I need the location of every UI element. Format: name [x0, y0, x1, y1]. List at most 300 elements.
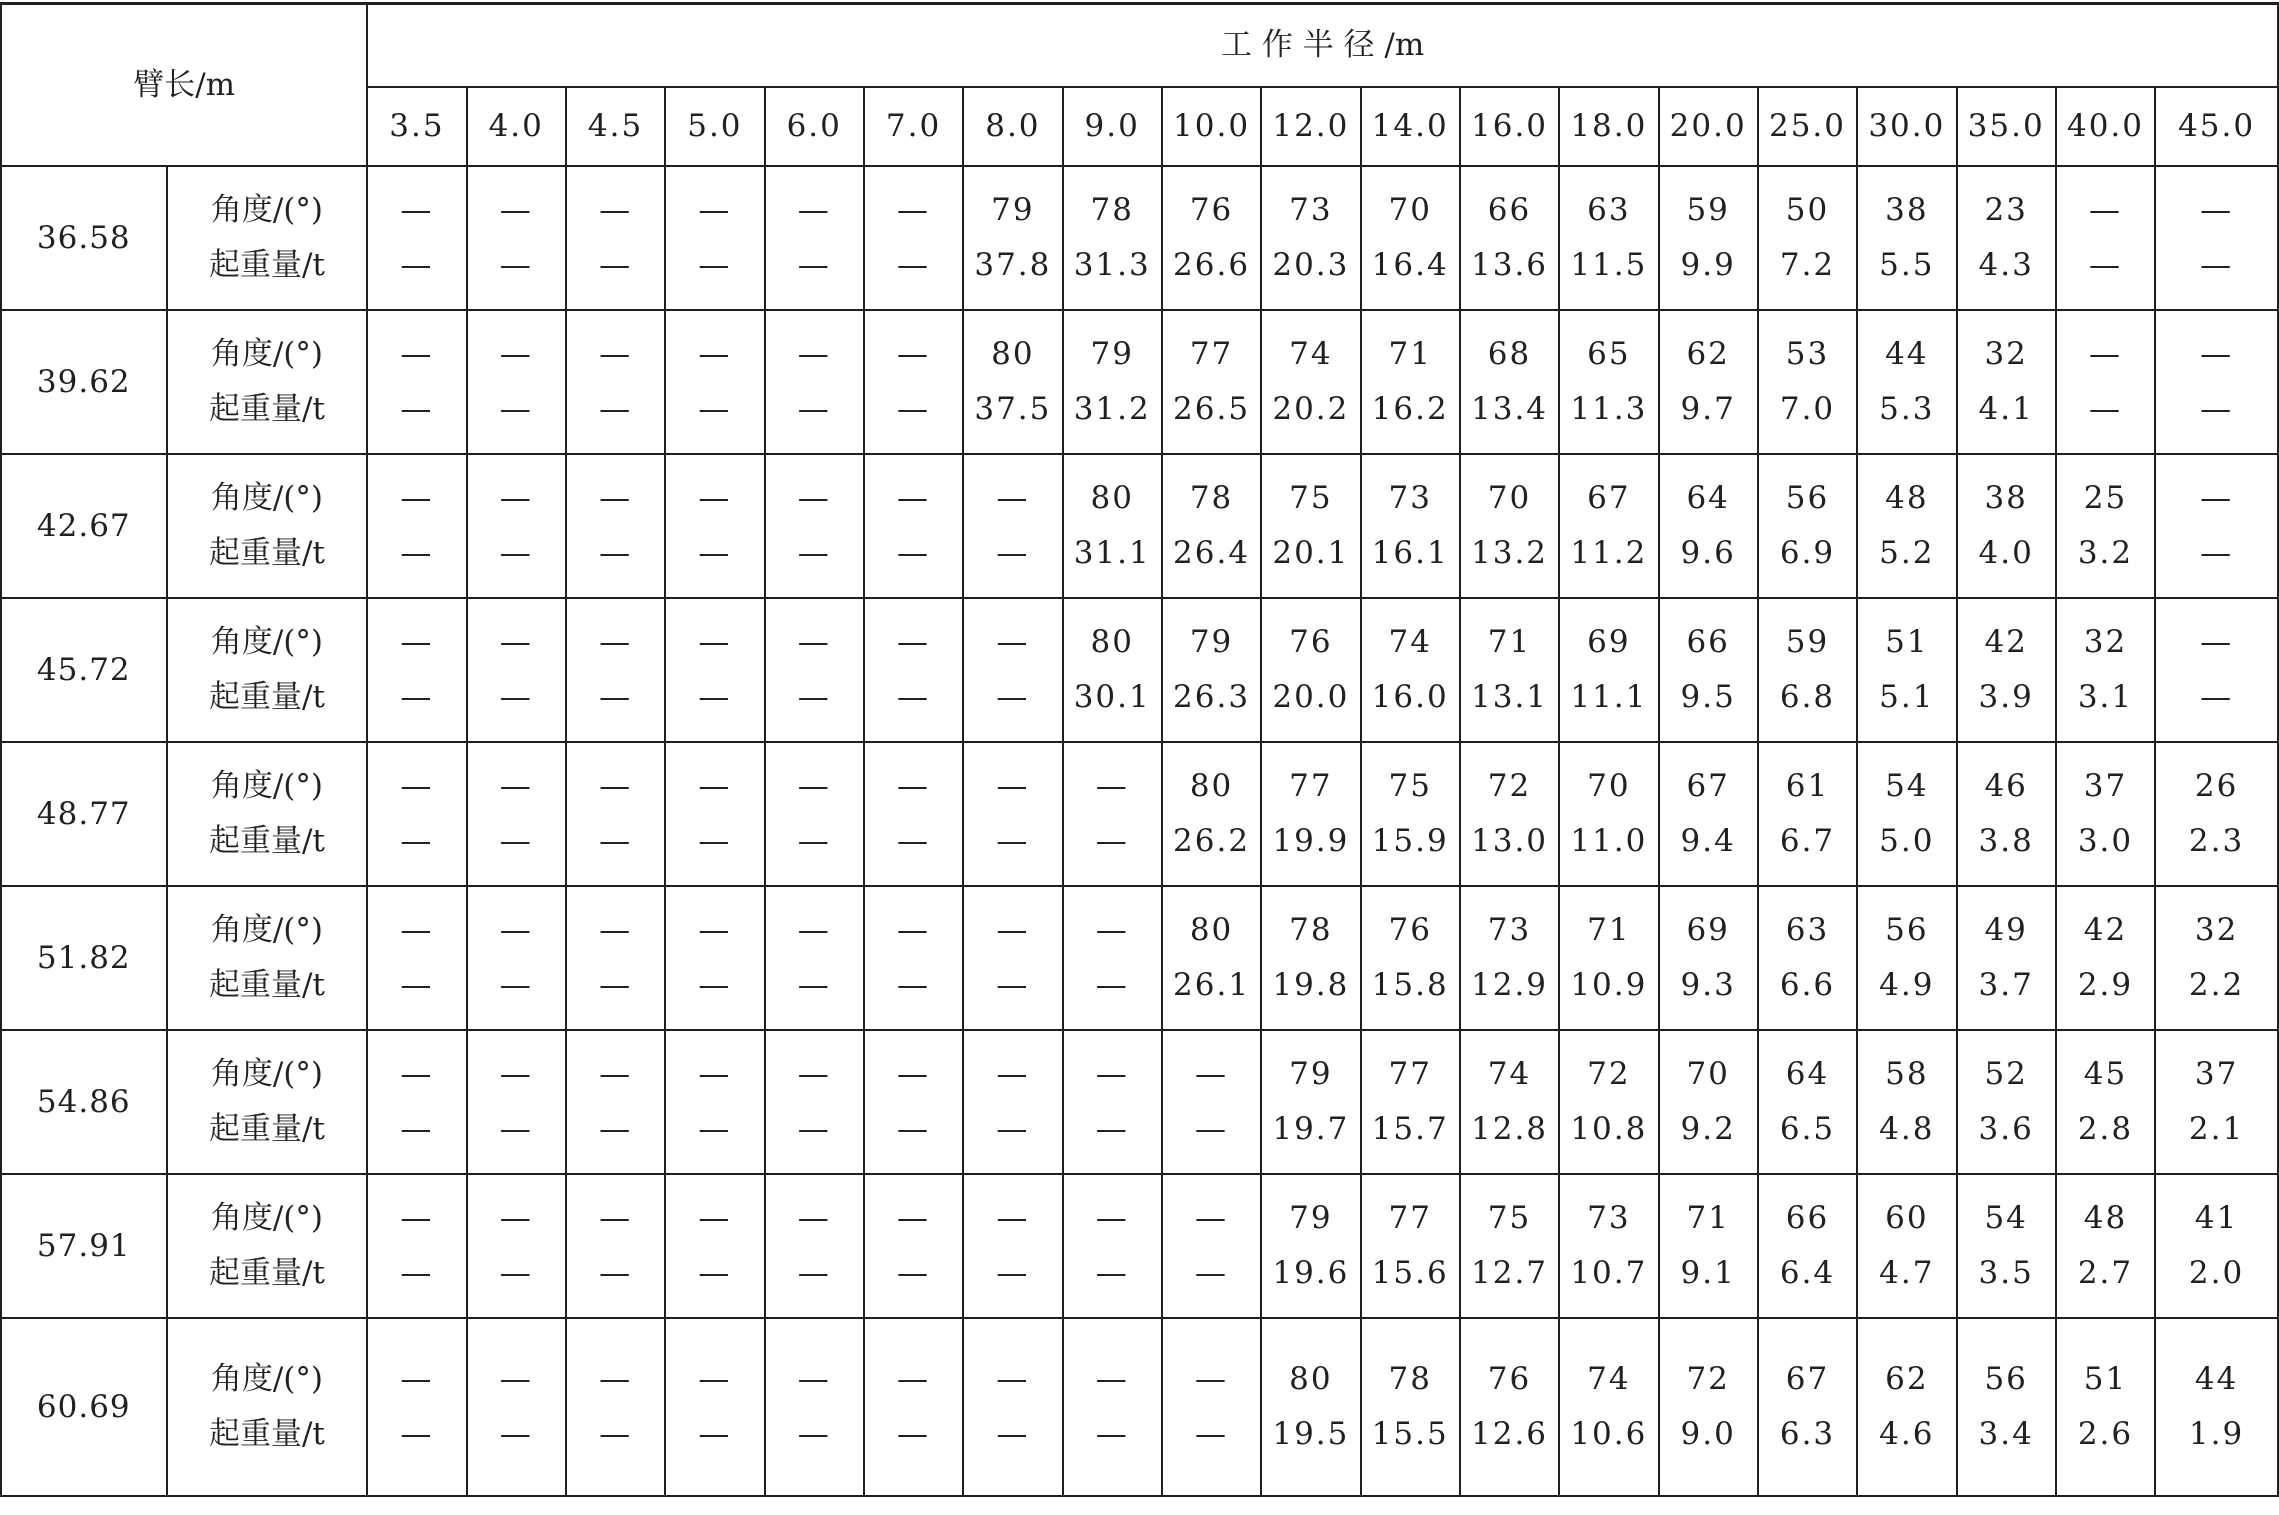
- angle-value: —: [897, 768, 931, 804]
- load-value: —: [2088, 391, 2122, 427]
- angle-value: 76: [1487, 1361, 1532, 1397]
- value-cell: [2155, 886, 2278, 1030]
- value-cell: [765, 1318, 864, 1496]
- value-cell: [1162, 454, 1261, 598]
- load-value: 4.7: [1879, 1255, 1935, 1291]
- load-value: 12.9: [1471, 967, 1549, 1003]
- load-value: 10.6: [1570, 1416, 1648, 1452]
- load-value: 15.7: [1371, 1111, 1449, 1147]
- load-value: 3.0: [2077, 823, 2134, 859]
- angle-value: 41: [2194, 1200, 2239, 1236]
- value-cell: [1659, 598, 1758, 742]
- value-cell: [367, 454, 466, 598]
- angle-value: 56: [1984, 1361, 2028, 1397]
- load-value: —: [2200, 679, 2234, 715]
- radius-value-header: 35.0: [1957, 87, 2056, 166]
- load-value: —: [1095, 1416, 1129, 1452]
- value-cell: [1460, 1318, 1559, 1496]
- load-value: —: [2200, 391, 2234, 427]
- load-value: —: [996, 1416, 1030, 1452]
- angle-value: 32: [2083, 624, 2128, 660]
- load-value: 7.2: [1779, 247, 1836, 283]
- load-value: —: [996, 679, 1030, 715]
- load-value: 2.1: [2188, 1111, 2245, 1147]
- angle-label: 角度/(°): [210, 624, 323, 660]
- value-cell: [1063, 742, 1162, 886]
- load-value: 30.1: [1073, 679, 1151, 715]
- angle-value: —: [1095, 1361, 1129, 1397]
- boom-length-row: [1, 1318, 2278, 1496]
- angle-value: 80: [1189, 768, 1234, 804]
- angle-value: 38: [1984, 480, 2028, 516]
- load-value: —: [797, 1111, 831, 1147]
- angle-value: 74: [1587, 1361, 1631, 1397]
- angle-value: 75: [1289, 480, 1333, 516]
- value-cell: [467, 166, 566, 310]
- load-value: —: [996, 967, 1030, 1003]
- value-cell: [1162, 742, 1261, 886]
- load-value: —: [797, 535, 831, 571]
- angle-value: 37: [2083, 768, 2128, 804]
- load-value: 12.7: [1471, 1255, 1549, 1291]
- value-cell: [1162, 166, 1261, 310]
- radius-value-header: 6.0: [765, 87, 864, 166]
- load-value: —: [797, 967, 831, 1003]
- value-cell: [1162, 598, 1261, 742]
- load-value: 2.9: [2077, 967, 2134, 1003]
- boom-length-header: 臂长/m: [1, 4, 367, 167]
- angle-value: —: [499, 1200, 533, 1236]
- angle-label: 角度/(°): [210, 192, 323, 228]
- angle-value: —: [599, 768, 633, 804]
- value-cell: [467, 742, 566, 886]
- value-cell: [963, 1030, 1062, 1174]
- angle-value: —: [797, 1361, 831, 1397]
- angle-value: 67: [1785, 1361, 1830, 1397]
- angle-value: 71: [1388, 336, 1432, 372]
- radius-value-header: 8.0: [963, 87, 1062, 166]
- load-value: —: [599, 391, 633, 427]
- load-value: 1.9: [2188, 1416, 2245, 1452]
- load-value: 26.4: [1173, 535, 1251, 571]
- load-value: 15.9: [1371, 823, 1449, 859]
- radius-value-header: 20.0: [1659, 87, 1758, 166]
- load-value: 19.5: [1272, 1416, 1350, 1452]
- load-value: —: [897, 1255, 931, 1291]
- angle-value: —: [400, 768, 434, 804]
- load-value: 3.4: [1978, 1416, 2034, 1452]
- value-cell: [864, 1318, 963, 1496]
- value-cell: [566, 166, 665, 310]
- load-label: 起重量/t: [208, 1111, 325, 1147]
- load-value: 12.8: [1471, 1111, 1549, 1147]
- value-cell: [1559, 1174, 1658, 1318]
- angle-value: 48: [2083, 1200, 2128, 1236]
- angle-value: 42: [1984, 624, 2028, 660]
- load-value: —: [897, 1416, 931, 1452]
- boom-length-cell: 60.69: [1, 1318, 167, 1496]
- load-value: 12.6: [1471, 1416, 1549, 1452]
- angle-value: —: [2200, 624, 2234, 660]
- angle-value: —: [599, 912, 633, 948]
- load-value: —: [797, 247, 831, 283]
- row-label-cell: [167, 1030, 368, 1174]
- load-value: —: [1095, 1255, 1129, 1291]
- value-cell: [566, 454, 665, 598]
- load-value: 31.2: [1073, 391, 1151, 427]
- load-value: —: [698, 391, 732, 427]
- angle-value: —: [897, 912, 931, 948]
- value-cell: [963, 454, 1062, 598]
- angle-value: 65: [1587, 336, 1631, 372]
- angle-label: 角度/(°): [210, 1361, 323, 1397]
- value-cell: [864, 310, 963, 454]
- angle-value: 48: [1885, 480, 1929, 516]
- load-value: —: [400, 1416, 434, 1452]
- radius-value-header: 4.5: [566, 87, 665, 166]
- angle-value: —: [499, 1056, 533, 1092]
- angle-value: 26: [2194, 768, 2239, 804]
- load-value: —: [897, 1111, 931, 1147]
- angle-value: 64: [1785, 1056, 1830, 1092]
- angle-value: 76: [1189, 192, 1234, 228]
- load-value: 6.5: [1779, 1111, 1836, 1147]
- row-label-cell: [167, 454, 368, 598]
- angle-value: —: [400, 480, 434, 516]
- angle-value: —: [400, 336, 434, 372]
- load-value: 2.7: [2077, 1255, 2134, 1291]
- value-cell: [1162, 886, 1261, 1030]
- boom-length-row: [1, 166, 2278, 310]
- value-cell: [1063, 1030, 1162, 1174]
- load-value: —: [400, 1111, 434, 1147]
- load-value: 16.2: [1371, 391, 1449, 427]
- value-cell: [963, 310, 1062, 454]
- load-value: 6.3: [1779, 1416, 1836, 1452]
- angle-value: —: [599, 480, 633, 516]
- angle-value: 32: [1984, 336, 2028, 372]
- angle-value: —: [499, 336, 533, 372]
- row-label-cell: [167, 1318, 368, 1496]
- value-cell: [1857, 598, 1956, 742]
- value-cell: [1758, 1318, 1857, 1496]
- angle-value: 76: [1388, 912, 1432, 948]
- load-value: 6.4: [1779, 1255, 1836, 1291]
- angle-value: —: [599, 1361, 633, 1397]
- angle-value: —: [996, 1200, 1030, 1236]
- value-cell: [2155, 1318, 2278, 1496]
- load-value: —: [599, 823, 633, 859]
- load-value: —: [599, 1111, 633, 1147]
- angle-value: —: [400, 912, 434, 948]
- radius-value-header: 10.0: [1162, 87, 1261, 166]
- load-value: 19.7: [1272, 1111, 1350, 1147]
- load-value: 10.8: [1570, 1111, 1648, 1147]
- load-value: 13.0: [1471, 823, 1549, 859]
- load-label: 起重量/t: [208, 1416, 325, 1452]
- load-value: —: [698, 247, 732, 283]
- load-value: —: [2200, 247, 2234, 283]
- value-cell: [1857, 310, 1956, 454]
- load-value: 7.0: [1779, 391, 1836, 427]
- value-cell: [2056, 1174, 2155, 1318]
- angle-value: 76: [1289, 624, 1333, 660]
- value-cell: [1857, 1318, 1956, 1496]
- load-value: 4.9: [1879, 967, 1935, 1003]
- value-cell: [963, 742, 1062, 886]
- value-cell: [963, 886, 1062, 1030]
- angle-value: 59: [1785, 624, 1830, 660]
- value-cell: [665, 310, 764, 454]
- angle-value: —: [996, 1361, 1030, 1397]
- working-radius-header: 工 作 半 径 /m: [367, 4, 2278, 88]
- angle-value: —: [897, 480, 931, 516]
- angle-value: 38: [1885, 192, 1929, 228]
- value-cell: [1361, 598, 1460, 742]
- angle-value: 77: [1388, 1056, 1432, 1092]
- load-value: 2.8: [2077, 1111, 2134, 1147]
- load-value: 15.8: [1371, 967, 1449, 1003]
- load-value: 2.6: [2077, 1416, 2134, 1452]
- angle-value: —: [897, 1056, 931, 1092]
- angle-value: —: [698, 480, 732, 516]
- angle-value: 54: [1885, 768, 1929, 804]
- value-cell: [367, 1030, 466, 1174]
- angle-value: 68: [1487, 336, 1532, 372]
- angle-value: 32: [2194, 912, 2239, 948]
- load-value: —: [400, 967, 434, 1003]
- angle-value: 78: [1289, 912, 1333, 948]
- angle-value: 66: [1785, 1200, 1830, 1236]
- angle-value: —: [897, 336, 931, 372]
- load-value: 3.7: [1978, 967, 2034, 1003]
- angle-value: —: [797, 336, 831, 372]
- load-label: 起重量/t: [208, 391, 325, 427]
- angle-value: 79: [1189, 624, 1234, 660]
- angle-value: 70: [1686, 1056, 1730, 1092]
- angle-value: 71: [1487, 624, 1532, 660]
- value-cell: [2155, 742, 2278, 886]
- load-value: —: [400, 535, 434, 571]
- value-cell: [1758, 886, 1857, 1030]
- value-cell: [467, 1318, 566, 1496]
- value-cell: [864, 742, 963, 886]
- angle-value: 25: [2083, 480, 2128, 516]
- value-cell: [1957, 454, 2056, 598]
- value-cell: [467, 1030, 566, 1174]
- value-cell: [765, 1030, 864, 1174]
- load-value: 16.0: [1371, 679, 1449, 715]
- load-value: —: [499, 823, 533, 859]
- value-cell: [2056, 454, 2155, 598]
- angle-value: 46: [1984, 768, 2028, 804]
- value-cell: [665, 1030, 764, 1174]
- value-cell: [1063, 166, 1162, 310]
- value-cell: [1361, 310, 1460, 454]
- row-label-cell: [167, 742, 368, 886]
- value-cell: [2155, 454, 2278, 598]
- angle-value: 66: [1487, 192, 1532, 228]
- angle-value: 70: [1388, 192, 1432, 228]
- load-value: —: [1095, 967, 1129, 1003]
- load-value: —: [797, 391, 831, 427]
- value-cell: [2056, 598, 2155, 742]
- angle-value: 79: [1289, 1200, 1333, 1236]
- angle-value: —: [797, 192, 831, 228]
- load-value: —: [599, 247, 633, 283]
- angle-value: —: [797, 480, 831, 516]
- row-label-cell: [167, 166, 368, 310]
- load-value: 3.6: [1978, 1111, 2034, 1147]
- radius-value-header: 14.0: [1361, 87, 1460, 166]
- load-value: 26.5: [1173, 391, 1251, 427]
- load-value: 26.6: [1173, 247, 1251, 283]
- angle-value: 67: [1686, 768, 1730, 804]
- value-cell: [1758, 1030, 1857, 1174]
- load-value: 9.1: [1680, 1255, 1736, 1291]
- load-value: —: [996, 1255, 1030, 1291]
- angle-value: 23: [1984, 192, 2028, 228]
- value-cell: [665, 454, 764, 598]
- angle-value: 80: [1090, 624, 1134, 660]
- value-cell: [765, 310, 864, 454]
- crane-load-table: [0, 2, 2279, 1497]
- load-value: 31.1: [1073, 535, 1151, 571]
- load-value: —: [797, 1255, 831, 1291]
- load-value: —: [400, 823, 434, 859]
- angle-label: 角度/(°): [210, 1056, 323, 1092]
- load-value: 4.3: [1978, 247, 2034, 283]
- value-cell: [963, 1318, 1062, 1496]
- value-cell: [1460, 742, 1559, 886]
- value-cell: [2155, 598, 2278, 742]
- value-cell: [665, 166, 764, 310]
- angle-value: 59: [1686, 192, 1730, 228]
- angle-value: —: [698, 624, 732, 660]
- radius-value-header: 3.5: [367, 87, 466, 166]
- load-value: —: [897, 967, 931, 1003]
- boom-length-row: [1, 1174, 2278, 1318]
- value-cell: [864, 454, 963, 598]
- load-value: —: [897, 679, 931, 715]
- angle-value: —: [698, 1200, 732, 1236]
- angle-value: —: [499, 1361, 533, 1397]
- load-value: 10.7: [1570, 1255, 1648, 1291]
- angle-value: —: [1095, 1056, 1129, 1092]
- radius-value-header: 45.0: [2155, 87, 2278, 166]
- value-cell: [566, 1030, 665, 1174]
- load-value: —: [499, 1111, 533, 1147]
- angle-value: 73: [1388, 480, 1432, 516]
- load-label: 起重量/t: [208, 967, 325, 1003]
- load-value: 9.4: [1680, 823, 1736, 859]
- value-cell: [467, 1174, 566, 1318]
- load-value: —: [1095, 823, 1129, 859]
- load-value: —: [400, 1255, 434, 1291]
- load-value: 19.6: [1272, 1255, 1350, 1291]
- angle-value: 67: [1587, 480, 1631, 516]
- angle-value: 80: [1289, 1361, 1333, 1397]
- value-cell: [1659, 1318, 1758, 1496]
- value-cell: [2155, 310, 2278, 454]
- value-cell: [1261, 1318, 1360, 1496]
- value-cell: [566, 1318, 665, 1496]
- value-cell: [963, 598, 1062, 742]
- load-value: 6.8: [1779, 679, 1836, 715]
- row-label-cell: [167, 310, 368, 454]
- value-cell: [1063, 310, 1162, 454]
- load-value: 19.8: [1272, 967, 1350, 1003]
- value-cell: [1361, 454, 1460, 598]
- value-cell: [367, 310, 466, 454]
- value-cell: [1559, 886, 1658, 1030]
- load-value: —: [400, 247, 434, 283]
- angle-value: 56: [1885, 912, 1929, 948]
- angle-value: —: [797, 1200, 831, 1236]
- angle-value: —: [2200, 192, 2234, 228]
- angle-value: 44: [2194, 1361, 2239, 1397]
- value-cell: [864, 598, 963, 742]
- value-cell: [1261, 886, 1360, 1030]
- value-cell: [1659, 1174, 1758, 1318]
- value-cell: [1659, 166, 1758, 310]
- angle-value: 72: [1587, 1056, 1631, 1092]
- load-value: —: [499, 1255, 533, 1291]
- load-value: 5.0: [1879, 823, 1935, 859]
- value-cell: [1659, 310, 1758, 454]
- value-cell: [2056, 1318, 2155, 1496]
- load-value: 11.0: [1570, 823, 1648, 859]
- angle-value: 52: [1984, 1056, 2028, 1092]
- load-value: 13.2: [1471, 535, 1549, 571]
- load-value: 11.1: [1570, 679, 1648, 715]
- value-cell: [1361, 1318, 1460, 1496]
- radius-value-header: 9.0: [1063, 87, 1162, 166]
- load-value: —: [599, 535, 633, 571]
- angle-value: 72: [1487, 768, 1532, 804]
- angle-value: 42: [2083, 912, 2128, 948]
- angle-value: 63: [1587, 192, 1631, 228]
- value-cell: [1758, 454, 1857, 598]
- value-cell: [1261, 1030, 1360, 1174]
- value-cell: [1063, 454, 1162, 598]
- angle-value: —: [599, 1056, 633, 1092]
- load-value: —: [599, 679, 633, 715]
- angle-value: 45: [2083, 1056, 2128, 1092]
- value-cell: [1361, 742, 1460, 886]
- value-cell: [467, 310, 566, 454]
- load-value: 9.7: [1680, 391, 1736, 427]
- load-value: 4.8: [1879, 1111, 1935, 1147]
- angle-value: —: [400, 1200, 434, 1236]
- value-cell: [1261, 310, 1360, 454]
- angle-value: 37: [2194, 1056, 2239, 1092]
- value-cell: [2155, 1030, 2278, 1174]
- value-cell: [665, 1318, 764, 1496]
- boom-length-row: [1, 886, 2278, 1030]
- angle-value: —: [1195, 1056, 1229, 1092]
- value-cell: [1559, 166, 1658, 310]
- value-cell: [1559, 310, 1658, 454]
- load-value: 5.5: [1879, 247, 1935, 283]
- value-cell: [1162, 1174, 1261, 1318]
- value-cell: [665, 742, 764, 886]
- load-value: 10.9: [1570, 967, 1648, 1003]
- load-value: 13.6: [1471, 247, 1549, 283]
- load-value: —: [897, 823, 931, 859]
- value-cell: [566, 598, 665, 742]
- load-value: —: [897, 391, 931, 427]
